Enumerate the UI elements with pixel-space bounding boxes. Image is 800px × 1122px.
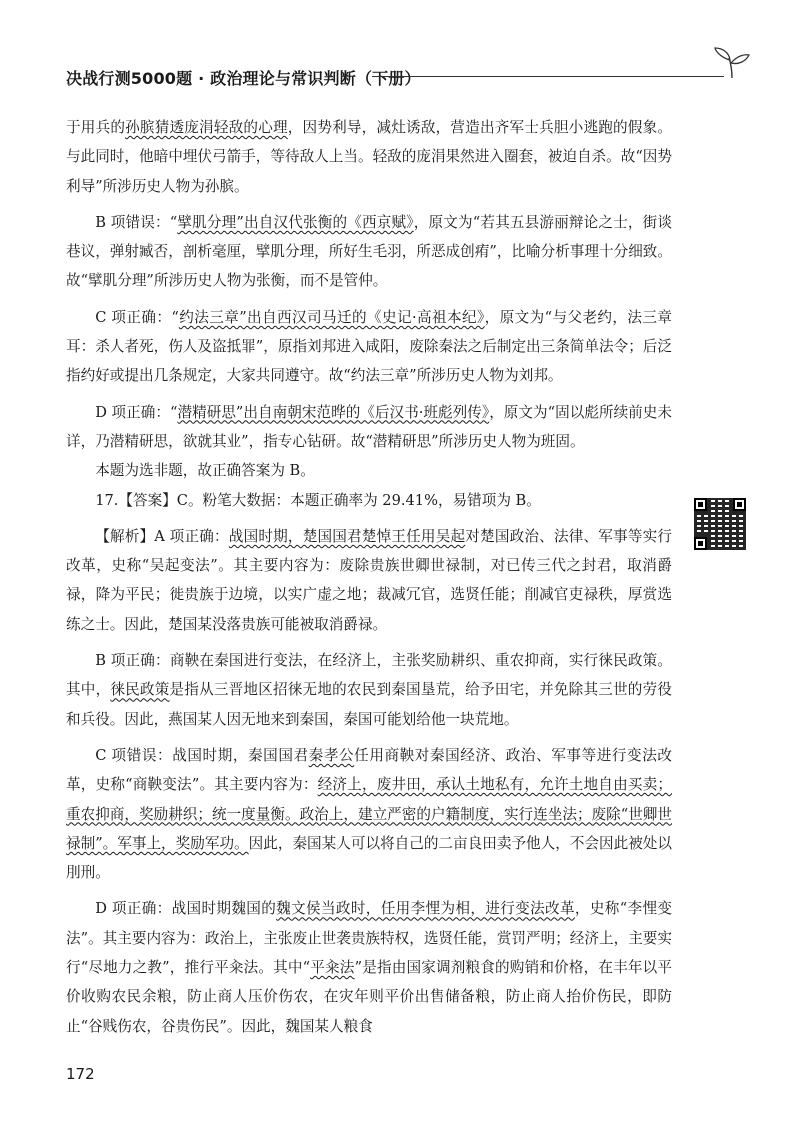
paragraph-option-d: [66, 398, 672, 457]
paragraph-q17-option-a: [66, 522, 672, 639]
underlined-text: 约法三章”出自西汉司马迁的《史记·高祖本纪》: [178, 308, 485, 326]
paragraph-q17-option-d: [66, 894, 672, 1040]
text: 任用商鞅对秦国经济、政治、军事等进行变法改革，史称“商鞅变法”。其主要内容为：: [66, 746, 672, 794]
text: 对楚国政治、法律、军事等实行改革，史称“吴起变法”。其主要内容为：废除贵族世卿世禄制，对已传三代之封君，取消爵禄，降为平民；徙贵族于边境，以实广虚之地；裁减冗官，选贤任能；削减官吏禄秩，厚赏选练之士。因此，楚国某没落贵族可能被取消爵禄。: [66, 527, 672, 633]
text: ，因势利导，减灶诱敌，营造出齐军士兵胆小逃跑的假象。与此同时，他暗中埋伏弓箭手，等待敌人上当。轻敌的庞涓果然进入圈套，被迫自杀。故“因势利导”所涉历史人物为孙膑。: [66, 119, 672, 195]
paragraph-sun-bin: [66, 113, 672, 201]
paragraph-q17-option-b: [66, 646, 672, 734]
text: C 项错误：战国时期，秦国国君: [95, 746, 309, 764]
underlined-text: 经济上，废井田，承认土地私有，允许土地自由买卖；重农抑商，奖励耕织；统一度量衡。政治上，建立严密的户籍制度，实行连坐法；废除“世卿世禄制”。军事上，奖励军功。: [66, 776, 672, 852]
answer-explanation-body: [66, 113, 672, 1041]
underlined-text: 擘肌分理”出自汉代张衡的《西京赋》: [177, 213, 414, 231]
text: ，原文为“若其五县游丽辩论之士，街谈巷议，弹射臧否，剖析毫厘，擘肌分理，所好生毛羽，所恶成创痏”，比喻分析事理十分细致。故“擘肌分理”所涉历史人物为张衡，而不是管仲。: [66, 213, 672, 290]
underlined-text: 孙膑猜透庞涓轻敌的心理: [125, 119, 288, 136]
page-number: 172: [66, 1065, 95, 1083]
leaf-sprout-icon: [712, 46, 752, 80]
text: C 项正确：“: [95, 308, 179, 326]
qr-code-finder-patterns: [694, 498, 746, 550]
underlined-text: 徕民政策: [110, 681, 170, 699]
text: 是指从三晋地区招徕无地的农民到秦国垦荒，给予田宅，并免除其三世的劳役和兵役。因此，燕国某人因无地来到秦国，秦国可能划给他一块荒地。: [66, 681, 672, 728]
paragraph-q17-answer: 17.【答案】C。粉笔大数据：本题正确率为 29.41%，易错项为 B。: [95, 491, 541, 509]
text: B 项错误：“: [95, 213, 178, 231]
header-rule: [372, 76, 724, 77]
underlined-text: 魏文侯当政时，任用李悝为相，进行变法改革: [276, 900, 575, 918]
paragraph-option-b: [66, 208, 672, 296]
text: D 项正确：“: [95, 403, 178, 421]
underlined-text: 平籴法: [310, 959, 355, 977]
header-title: 决战行测5000题 · 政治理论与常识判断（下册）: [66, 69, 421, 88]
text: ，原文为“与父老约，法三章耳：杀人者死，伤人及盗抵罪”，原指刘邦进入咸阳，废除秦法之后制定出三条简单法令；后泛指约好或提出几条规定，大家共同遵守。故“约法三章”所涉历史人物为刘邦。: [66, 308, 672, 385]
text: ，史称“李悝变法”。其主要内容为：政治上，主张废止世袭贵族特权，选贤任能，赏罚严明；经济上，主要实行“尽地力之教”，推行平籴法。其中“: [66, 900, 672, 977]
paragraph-q17-option-c: [66, 741, 672, 887]
text: ，原文为“固以彪所续前史未详，乃潜精研思，欲就其业”，指专心钻研。故“潜精研思”所涉历史人物为班固。: [66, 403, 672, 450]
text: 【解析】A 项正确：: [95, 527, 229, 545]
text: D 项正确：战国时期魏国的: [95, 900, 277, 918]
text: 因此，秦国某人可以将自己的二亩良田卖予他人，不会因此被处以刖刑。: [66, 834, 672, 882]
text: B 项正确：商鞅在秦国进行变法，在经济上，主张奖励耕织、重农抑商，实行徕民政策。其中，: [66, 652, 672, 699]
paragraph-conclusion: 本题为选非题，故正确答案为 B。: [95, 462, 315, 480]
text: ”是指由国家调剂粮食的购销和价格，在丰年以平价收购农民余粮，防止商人压价伤农，在灾年则平价出售储备粮，防止商人抬价伤民，即防止“谷贱伤农，谷贵伤民”。因此，魏国某人粮食: [66, 959, 672, 1035]
paragraph-option-c: [66, 303, 672, 391]
underlined-text: 战国时期，楚国国君楚悼王任用吴起: [228, 527, 466, 545]
text: 于用兵的: [66, 119, 126, 136]
underlined-text: 潜精研思”出自南朝宋范晔的《后汉书·班彪列传》: [177, 403, 490, 421]
underlined-text: 秦孝公: [308, 746, 355, 764]
